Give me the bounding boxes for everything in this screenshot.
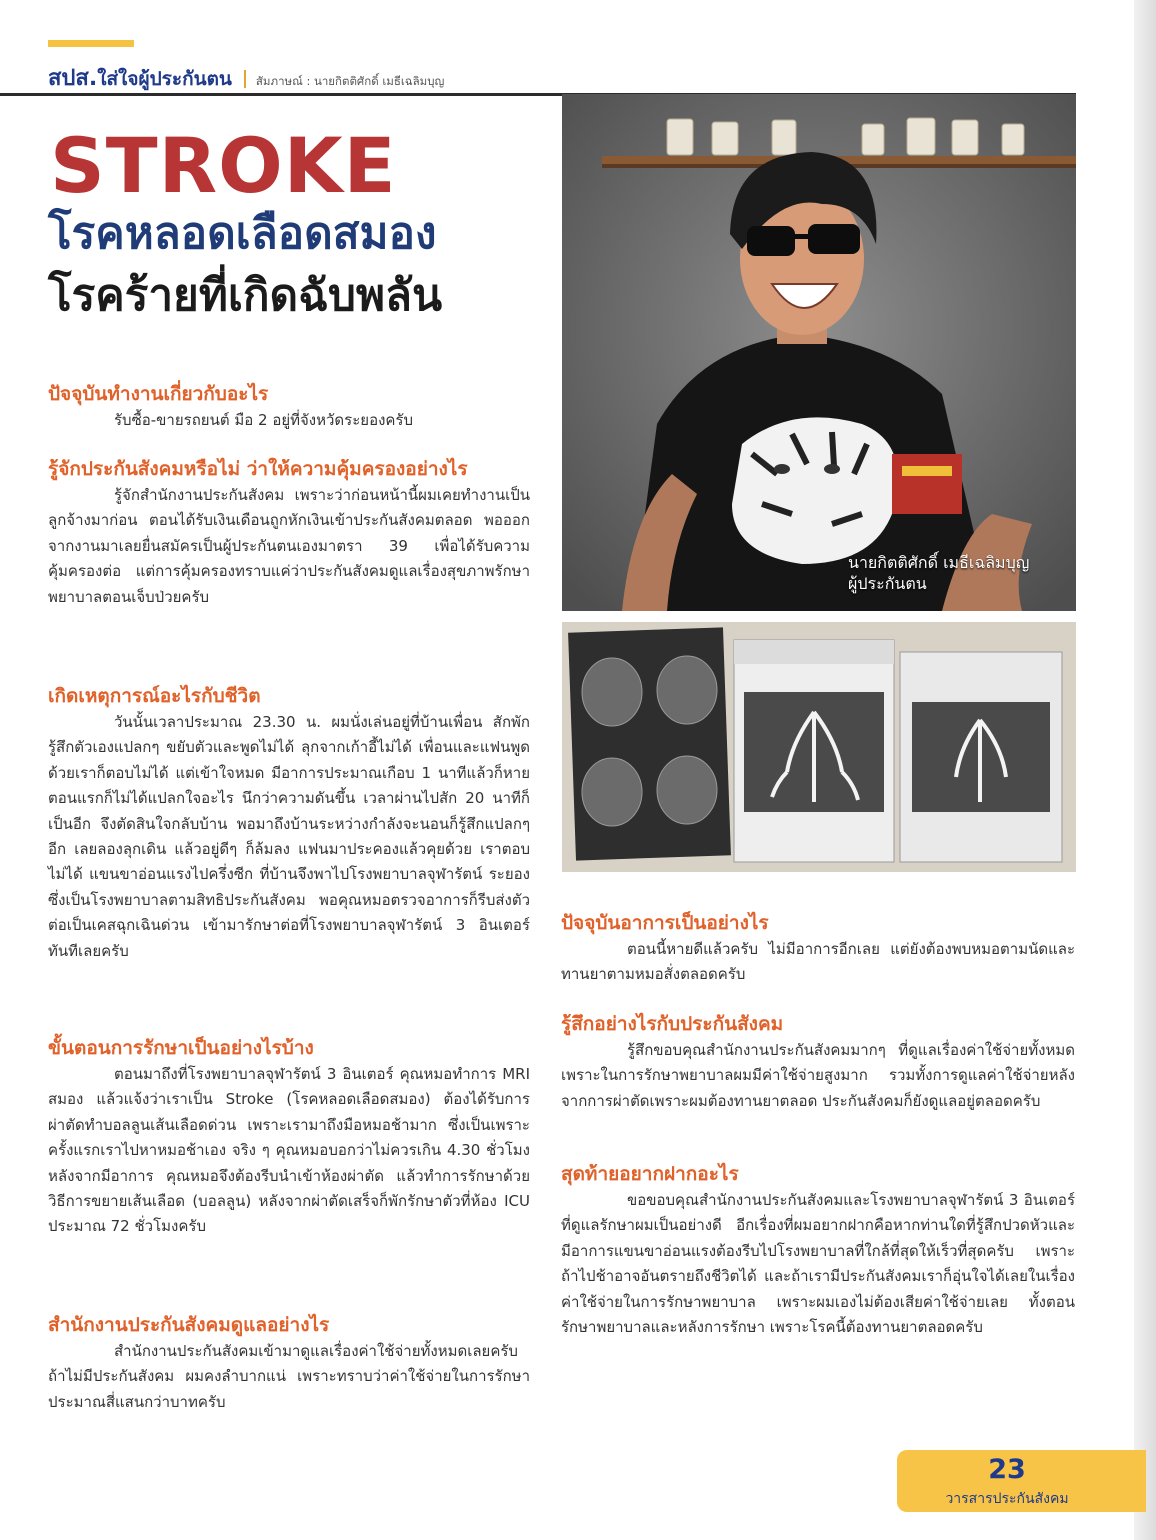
brain-scan-photo [562,622,1076,872]
question-heading: รู้สึกอย่างไรกับประกันสังคม [561,1013,784,1035]
qa-know-social-security [48,457,530,610]
page-number-tab [897,1450,1146,1512]
answer-text: ขอขอบคุณสำนักงานประกันสังคมและโรงพยาบาลจุฬารัตน์ 3 อินเตอร์ ที่ดูแลรักษาผมเป็นอย่างดี อีกเรื่องที่ผมอยากฝากคือหากท่านใดที่รู้สึกปวดหัวและมีอาการแขนขาอ่อนแรงต้องรีบไปโรงพยาบาลที่ใกล้ที่สุดให้เร็วที่สุดครับ เพราะถ้าไปช้าอาจอันตรายถึงชีวิตได้ และถ้าเรามีประกันสังคมเราก็อุ่นใจได้เลยในเรื่องค่าใช้จ่ายในการรักษาพยาบาล เพราะผมเองไม่ต้องเสียค่าใช้จ่ายเลย ทั้งตอนรักษาพยาบาลและหลังการรักษา เพราะโรคนี้ต้องทานยาตลอดครับ [561,1191,1075,1337]
answer-text: รู้สึกขอบคุณสำนักงานประกันสังคมมากๆ ที่ดูแลเรื่องค่าใช้จ่ายทั้งหมด เพราะในการรักษาพยาบาลผมมีค่าใช้จ่ายสูงมาก รวมทั้งการดูแลค่าใช้จ่ายหลังจากการผ่าตัดเพราะผมต้องทานยาตลอด ประกันสังคมก็ยังดูแลอยู่ตลอดครับ [561,1041,1075,1110]
question-heading: รู้จักประกันสังคมหรือไม่ ว่าให้ความคุ้มครองอย่างไร [48,458,468,480]
header-divider [244,70,246,88]
question-heading: สุดท้ายอยากฝากอะไร [561,1163,739,1185]
portrait-photo [562,94,1076,611]
answer-text: ตอนมาถึงที่โรงพยาบาลจุฬารัตน์ 3 อินเตอร์ คุณหมอทำการ MRI สมอง แล้วแจ้งว่าเราเป็น Stroke (โรคหลอดเลือดสมอง) ต้องได้รับการผ่าตัดทำบอลลูนเส้นเลือดด่วน เพราะเรามาถึงมือหมอช้ามาก ซึ่งเป็นเพราะครั้งแรกเราไปหาหมอช้าเอง จริง ๆ คุณหมอบอกว่าไม่ควรเกิน 4.30 ชั่วโมงหลังจากมีอาการ คุณหมอจึงต้องรีบนำเข้าห้องผ่าตัด แล้วทำการรักษาด้วยวิธีการขยายเส้นเลือด (บอลลูน) หลังจากผ่าตัดเสร็จก็พักรักษาตัวที่ห้อง ICU ประมาณ 72 ชั่วโมงครับ [48,1065,530,1236]
question-heading: ปัจจุบันอาการเป็นอย่างไร [561,912,769,934]
qa-current-job [48,382,530,433]
section-brand-title: ใส่ใจผู้ประกันตน [97,68,232,90]
page-edge-shadow [1134,0,1156,1540]
question-heading: สำนักงานประกันสังคมดูแลอย่างไร [48,1314,330,1336]
qa-what-happened [48,684,530,964]
question-heading: ปัจจุบันทำงานเกี่ยวกับอะไร [48,383,269,405]
title-thai-line1: โรคหลอดเลือดสมอง [48,208,437,259]
brain-scan-illustration [562,622,1076,872]
qa-feelings [561,1012,1075,1114]
answer-text: วันนั้นเวลาประมาณ 23.30 น. ผมนั่งเล่นอยู่ที่บ้านเพื่อน สักพักรู้สึกตัวเองแปลกๆ ขยับตัวและพูดไม่ได้ ลุกจากเก้าอี้ไม่ได้ เพื่อนและแฟนพูดด้วยเราก็ตอบไม่ได้ แต่เข้าใจหมด มีอาการประมาณเกือบ 1 นาทีแล้วก็หาย ตอนแรกก็ไม่ได้แปลกใจอะไร นึกว่าความดันขึ้น เวลาผ่านไปสัก 20 นาทีก็เป็นอีก จึงตัดสินใจกลับบ้าน พอมาถึงบ้านระหว่างกำลังจะนอนก็รู้สึกแปลกๆ อีก เลยลองลุกเดิน แล้วอยู่ดีๆ ก็ล้มลง แฟนมาประคองแล้วคุยด้วย เราตอบไม่ได้ แขนขาอ่อนแรงไปครึ่งซีก ที่บ้านจึงพาไปโรงพยาบาลจุฬารัตน์ ระยอง ซึ่งเป็นโรงพยาบาลตามสิทธิประกันสังคม พอคุณหมอตรวจอาการก็รีบส่งตัวต่อเป็นเคสฉุกเฉินด่วน เข้ามารักษาต่อที่โรงพยาบาลจุฬารัตน์ 3 อินเตอร์ ทันทีเลยครับ [48,713,530,960]
section-brand-sps: สปส. [48,66,98,91]
answer-text: ตอนนี้หายดีแล้วครับ ไม่มีอาการอีกเลย แต่ยังต้องพบหมอตามนัดและทานยาตามหมอสั่งตลอดครับ [561,940,1075,984]
title-english: STROKE [50,121,397,210]
question-heading: เกิดเหตุการณ์อะไรกับชีวิต [48,685,261,707]
title-thai-line2: โรคร้ายที่เกิดฉับพลัน [48,270,443,321]
interview-credit: สัมภาษณ์ : นายกิตติศักดิ์ เมธีเฉลิมบุญ [255,74,445,88]
qa-final-message [561,1162,1075,1340]
answer-text: รับซื้อ-ขายรถยนต์ มือ 2 อยู่ที่จังหวัดระยองครับ [114,411,414,429]
qa-office-care [48,1313,530,1415]
answer-text: รู้จักสำนักงานประกันสังคม เพราะว่าก่อนหน้านี้ผมเคยทำงานเป็นลูกจ้างมาก่อน ตอนได้รับเงินเดือนถูกหักเงินเข้าประกันสังคมตลอด พอออกจากงานมาเลยยื่นสมัครเป็นผู้ประกันตนเองมาตรา 39 เพื่อได้รับความคุ้มครองต่อ แต่การคุ้มครองทราบแค่ว่าประกันสังคมดูแลเรื่องสุขภาพรักษาพยาบาลตอนเจ็บป่วยครับ [48,486,530,606]
answer-text: สำนักงานประกันสังคมเข้ามาดูแลเรื่องค่าใช้จ่ายทั้งหมดเลยครับ ถ้าไม่มีประกันสังคม ผมคงลำบากแน่ เพราะทราบว่าค่าใช้จ่ายในการรักษาประมาณสี่แสนกว่าบาทครับ [48,1342,530,1411]
page-number: 23 [988,1454,1026,1485]
header-accent-bar [48,40,134,47]
qa-treatment-process [48,1036,530,1240]
photo-caption [848,552,1029,594]
caption-role: ผู้ประกันตน [848,574,927,593]
journal-name: วารสารประกันสังคม [945,1491,1069,1507]
qa-current-condition [561,911,1075,988]
portrait-illustration [562,94,1076,611]
caption-name: นายกิตติศักดิ์ เมธีเฉลิมบุญ [848,553,1030,572]
question-heading: ขั้นตอนการรักษาเป็นอย่างไรบ้าง [48,1037,314,1059]
section-header [48,60,444,90]
